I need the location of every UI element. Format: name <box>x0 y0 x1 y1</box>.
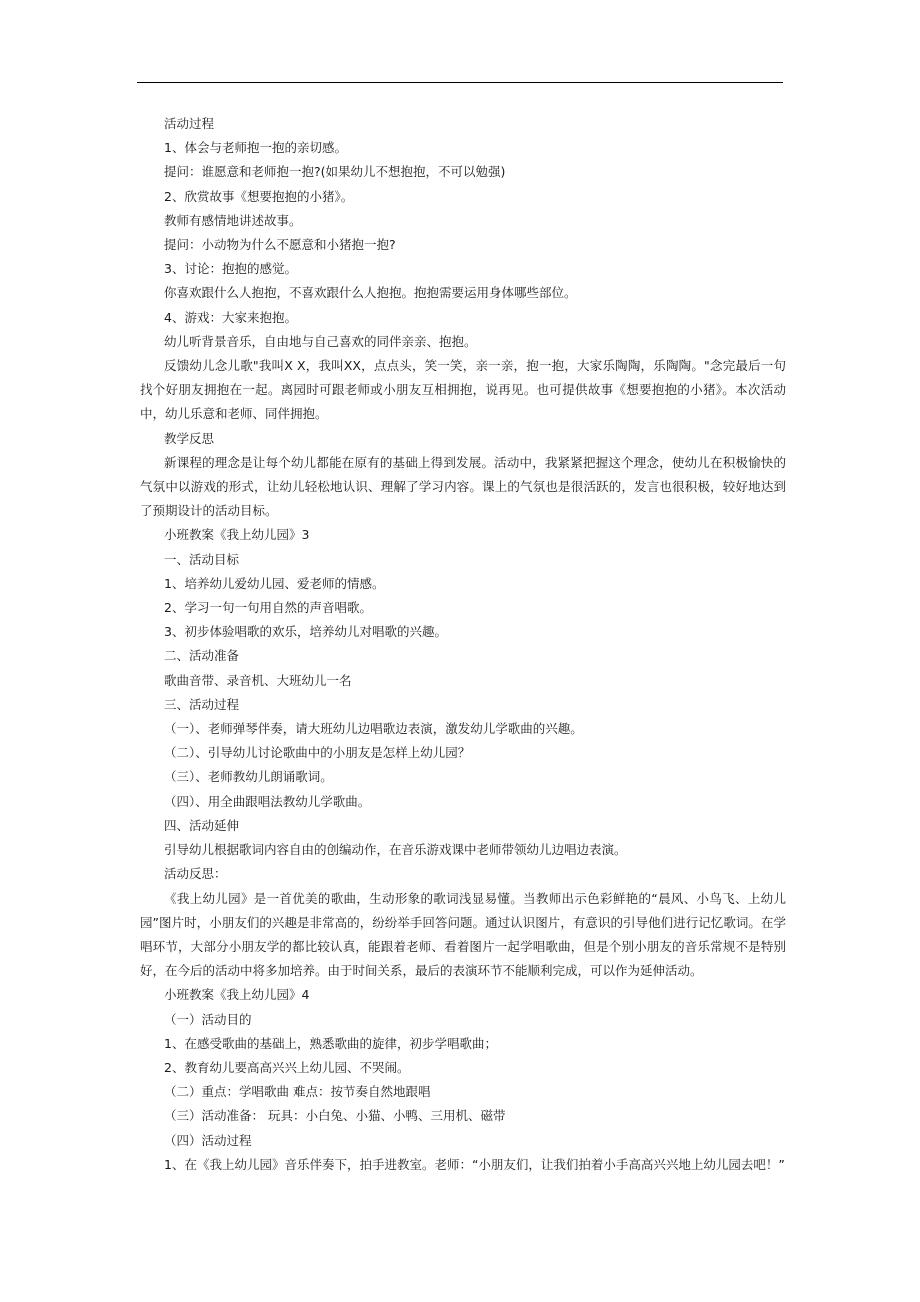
paragraph: 歌曲音带、录音机、大班幼儿一名 <box>164 672 352 688</box>
paragraph: 3、讨论：抱抱的感觉。 <box>164 261 297 277</box>
lesson-title: 小班教案《我上幼儿园》4 <box>164 987 310 1003</box>
paragraph: 2、教育幼儿要高高兴兴上幼儿园、不哭闹。 <box>164 1059 410 1075</box>
paragraph: 引导幼儿根据歌词内容自由的创编动作，在音乐游戏课中老师带领幼儿边唱边表演。 <box>164 842 627 858</box>
paragraph: 活动过程 <box>164 116 215 131</box>
paragraph: 反馈幼儿念儿歌"我叫X X，我叫XX，点点头，笑一笑，亲一亲，抱一抱，大家乐陶陶，乐陶陶。"念完最后一句找个好朋友拥抱在一起。离园时可跟老师或小朋友互相拥抱，说再见。也可提供故事《想要抱抱的小猪》。本次活动中，幼儿乐意和老师、同伴拥抱。 <box>140 358 786 422</box>
paragraph: 教师有感情地讲述故事。 <box>164 212 302 228</box>
paragraph: 1、体会与老师抱一抱的亲切感。 <box>164 140 347 156</box>
section-heading: （一）活动目的 <box>164 1011 252 1027</box>
paragraph: 3、初步体验唱歌的欢乐，培养幼儿对唱歌的兴趣。 <box>164 624 447 640</box>
section-heading: 三、活动过程 <box>164 696 240 712</box>
paragraph: 2、欣赏故事《想要抱抱的小猪》。 <box>164 188 354 204</box>
paragraph: 提问：小动物为什么不愿意和小猪抱一抱? <box>164 237 396 253</box>
paragraph: （二）重点：学唱歌曲 难点：按节奏自然地跟唱 <box>164 1084 431 1100</box>
section-heading: （四）活动过程 <box>164 1132 252 1148</box>
paragraph: 4、游戏：大家来抱抱。 <box>164 309 297 325</box>
paragraph: 提问：谁愿意和老师抱一抱?(如果幼儿不想抱抱，不可以勉强) <box>164 164 506 180</box>
paragraph: 2、学习一句一句用自然的声音唱歌。 <box>164 600 372 616</box>
section-heading: 教学反思 <box>164 430 215 446</box>
paragraph: 1、在感受歌曲的基础上，熟悉歌曲的旋律，初步学唱歌曲； <box>164 1035 497 1051</box>
paragraph: 1、培养幼儿爱幼儿园、爱老师的情感。 <box>164 575 385 591</box>
section-heading: 二、活动准备 <box>164 648 240 664</box>
section-heading: 一、活动目标 <box>164 551 240 567</box>
paragraph: （一）、老师弹琴伴奏，请大班幼儿边唱歌边表演，激发幼儿学歌曲的兴趣。 <box>164 721 583 737</box>
paragraph: （四）、用全曲跟唱法教幼儿学歌曲。 <box>164 793 371 809</box>
section-heading: 四、活动延伸 <box>164 817 240 833</box>
document-body <box>140 112 786 1177</box>
paragraph: 幼儿听背景音乐，自由地与自己喜欢的同伴亲亲、抱抱。 <box>164 333 477 349</box>
header-rule <box>137 82 783 83</box>
section-heading: 活动反思： <box>164 866 227 882</box>
paragraph: （三）活动准备： 玩具：小白兔、小猫、小鸭、三用机、磁带 <box>164 1108 506 1124</box>
paragraph: （三）、老师教幼儿朗诵歌词。 <box>164 769 333 785</box>
paragraph: 新课程的理念是让每个幼儿都能在原有的基础上得到发展。活动中，我紧紧把握这个理念，使幼儿在积极愉快的气氛中以游戏的形式，让幼儿轻松地认识、理解了学习内容。课上的气氛也是很活跃的，发言也很积极，较好地达到了预期设计的活动目标。 <box>140 454 786 519</box>
paragraph: 你喜欢跟什么人抱抱，不喜欢跟什么人抱抱。抱抱需要运用身体哪些部位。 <box>164 285 577 301</box>
lesson-title: 小班教案《我上幼儿园》3 <box>164 527 310 543</box>
paragraph: 1、在《我上幼儿园》音乐伴奏下，拍手进教室。老师：“小朋友们，让我们拍着小手高高兴兴地上幼儿园去吧！” <box>164 1156 785 1172</box>
paragraph: 《我上幼儿园》是一首优美的歌曲，生动形象的歌词浅显易懂。当教师出示色彩鲜艳的“晨风、小鸟飞、上幼儿园”图片时，小朋友们的兴趣是非常高的，纷纷举手回答问题。通过认识图片，有意识的引导他们进行记忆歌词。在学唱环节，大部分小朋友学的都比较认真，能跟着老师、看着图片一起学唱歌曲，但是个别小朋友的音乐常规不是特别好，在今后的活动中将多加培养。由于时间关系，最后的表演环节不能顺利完成，可以作为延伸活动。 <box>140 890 786 979</box>
paragraph: （二）、引导幼儿讨论歌曲中的小朋友是怎样上幼儿园？ <box>164 745 471 761</box>
